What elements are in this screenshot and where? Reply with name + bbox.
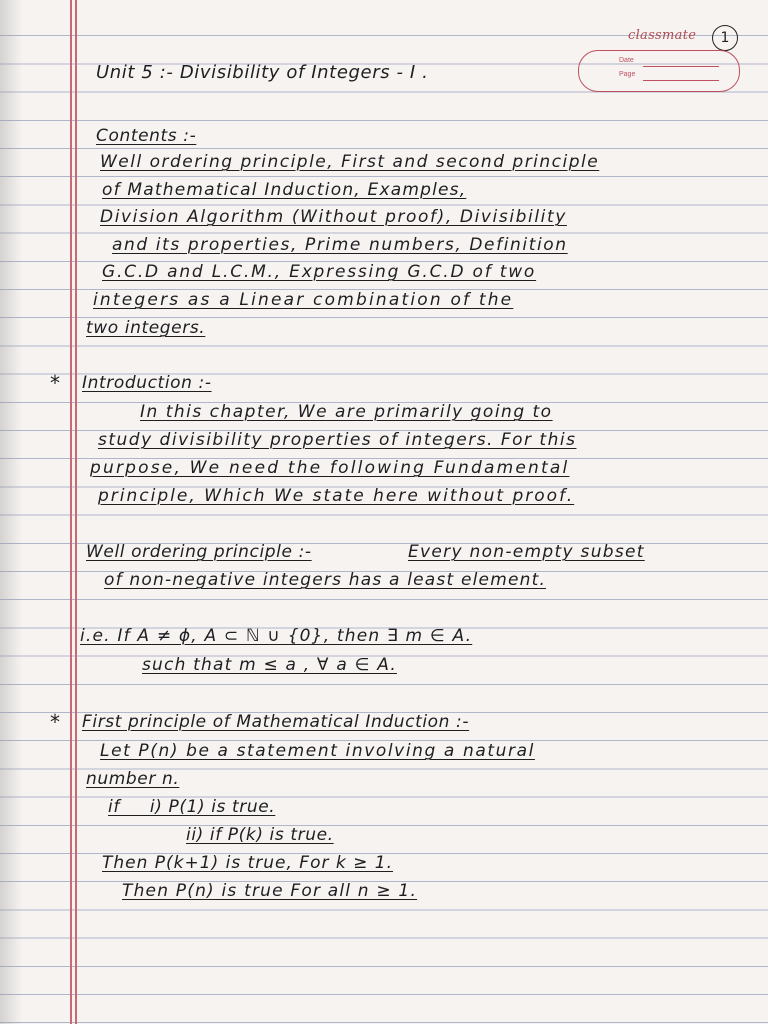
bullet-star: * (50, 371, 60, 395)
contents-line: Well ordering principle, First and second principle (100, 152, 600, 172)
first-principle-line: Then P(n) is true For all n ≥ 1. (122, 881, 418, 901)
brand-logo: classmate (628, 28, 697, 43)
contents-line: of Mathematical Induction, Examples, (102, 180, 467, 200)
introduction-line: principle, Which We state here without proof. (98, 486, 575, 506)
date-line (643, 66, 719, 67)
margin-line (75, 0, 77, 1024)
well-ordering-text: of non-negative integers has a least element. (104, 570, 547, 590)
first-principle-line: ii) if P(k) is true. (186, 825, 334, 845)
well-ordering-text: Every non-empty subset (408, 542, 645, 562)
contents-line: integers as a Linear combination of the (93, 290, 514, 310)
contents-heading: Contents :- (96, 126, 197, 146)
page-label: Page (619, 71, 636, 78)
well-ordering-label: Well ordering principle :- (86, 542, 312, 562)
well-ordering-math: such that m ≤ a , ∀ a ∈ A. (142, 655, 397, 675)
introduction-line: In this chapter, We are primarily going to (140, 402, 553, 422)
introduction-heading: Introduction :- (82, 373, 212, 393)
page-title: Unit 5 :- Divisibility of Integers - I . (96, 62, 429, 83)
page-line (643, 80, 719, 81)
introduction-line: study divisibility properties of integers. For this (98, 430, 577, 450)
first-principle-line: number n. (86, 769, 180, 789)
date-page-stamp (578, 50, 740, 92)
contents-line: Division Algorithm (Without proof), Divisibility (100, 207, 567, 227)
bullet-star: * (50, 710, 60, 734)
introduction-line: purpose, We need the following Fundamental (90, 458, 570, 478)
date-label: Date (619, 57, 634, 64)
contents-line: two integers. (86, 318, 206, 338)
margin-line (70, 0, 72, 1024)
first-principle-line: Then P(k+1) is true, For k ≥ 1. (102, 853, 393, 873)
first-principle-line: if i) P(1) is true. (108, 797, 276, 817)
page-shadow (0, 0, 22, 1024)
first-principle-heading: First principle of Mathematical Induction :- (82, 712, 470, 732)
well-ordering-math: i.e. If A ≠ ϕ, A ⊂ ℕ ∪ {0}, then ∃ m ∈ A. (80, 626, 473, 646)
first-principle-line: Let P(n) be a statement involving a natural (100, 741, 535, 761)
page-number: 1 (712, 25, 738, 51)
contents-line: G.C.D and L.C.M., Expressing G.C.D of two (102, 262, 537, 282)
contents-line: and its properties, Prime numbers, Definition (112, 235, 568, 255)
